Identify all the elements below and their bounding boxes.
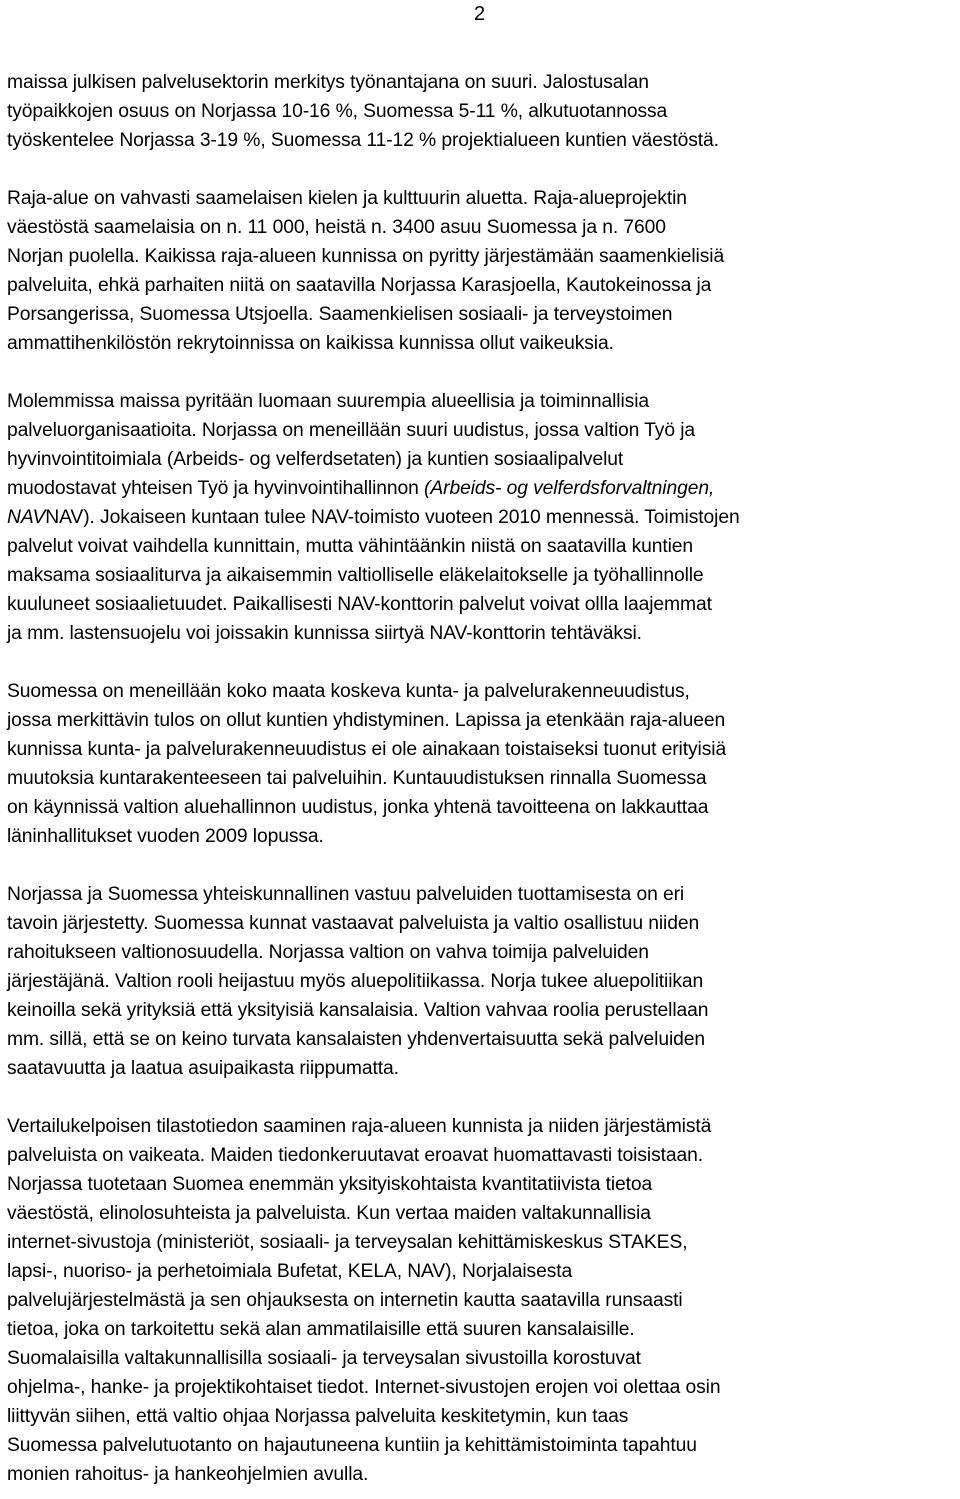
text-line: saatavuutta ja laatua asuipaikasta riippumatta. xyxy=(7,1058,399,1079)
text-line: muutoksia kuntarakenteeseen tai palveluihin. Kuntauudistuksen rinnalla Suomessa xyxy=(7,768,707,789)
text-line: tietoa, joka on tarkoitettu sekä alan ammatilaisille että suuren kansalaisille. xyxy=(7,1319,635,1340)
text-line: järjestäjänä. Valtion rooli heijastuu myös aluepolitiikassa. Norja tukee aluepolitiikan xyxy=(7,971,704,992)
text-line: palveluista on vaikeata. Maiden tiedonkeruutavat eroavat huomattavasti toisistaan. xyxy=(7,1145,703,1166)
document-body xyxy=(7,68,957,1489)
text-line: Suomalaisilla valtakunnallisilla sosiaali- ja terveysalan sivustoilla korostuvat xyxy=(7,1348,641,1369)
text-line: maksama sosiaaliturva ja aikaisemmin valtiolliselle eläkelaitokselle ja työhallinnolle xyxy=(7,565,704,586)
text-line: Porsangerissa, Suomessa Utsjoella. Saamenkielisen sosiaali- ja terveystoimen xyxy=(7,304,673,325)
text-line: ammattihenkilöstön rekrytoinnissa on kaikissa kunnissa ollut vaikeuksia. xyxy=(7,333,614,354)
text-line: ohjelma-, hanke- ja projektikohtaiset tiedot. Internet-sivustojen erojen voi olettaa osin xyxy=(7,1377,721,1398)
text-line: väestöstä saamelaisia on n. 11 000, heistä n. 3400 asuu Suomessa ja n. 7600 xyxy=(7,217,666,238)
paragraph-responsibility xyxy=(7,880,957,1083)
text-line: mm. sillä, että se on keino turvata kansalaisten yhdenvertaisuutta sekä palveluiden xyxy=(7,1029,706,1050)
text-line: jossa merkittävin tulos on ollut kuntien yhdistyminen. Lapissa ja etenkään raja-alueen xyxy=(7,710,726,731)
text-line: työpaikkojen osuus on Norjassa 10-16 %, Suomessa 5-11 %, alkutuotannossa xyxy=(7,101,668,122)
text-line: tavoin järjestetty. Suomessa kunnat vastaavat palveluista ja valtio osallistuu niiden xyxy=(7,913,700,934)
text-line: Suomessa on meneillään koko maata koskeva kunta- ja palvelurakenneuudistus, xyxy=(7,681,690,702)
text-line: keinoilla sekä yrityksiä että yksityisiä kansalaisia. Valtion vahvaa roolia perustellaan xyxy=(7,1000,709,1021)
text-line: rahoitukseen valtionosuudella. Norjassa valtion on vahva toimija palveluiden xyxy=(7,942,649,963)
text-line: Norjassa tuotetaan Suomea enemmän yksityiskohtaista kvantitatiivista tietoa xyxy=(7,1174,653,1195)
text-line: Vertailukelpoisen tilastotiedon saaminen raja-alueen kunnista ja niiden järjestämistä xyxy=(7,1116,712,1137)
text-line: Suomessa palvelutuotanto on hajautuneena kuntiin ja kehittämistoiminta tapahtuu xyxy=(7,1435,697,1456)
text-segment: muodostavat yhteisen Työ ja hyvinvointihallinnon xyxy=(7,478,425,499)
paragraph-statistics xyxy=(7,1112,957,1489)
text-line: hyvinvointitoimiala (Arbeids- og velferdsetaten) ja kuntien sosiaalipalvelut xyxy=(7,449,624,470)
text-line: maissa julkisen palvelusektorin merkitys työnantajana on suuri. Jalostusalan xyxy=(7,72,649,93)
text-line: Raja-alue on vahvasti saamelaisen kielen ja kulttuurin aluetta. Raja-alueprojektin xyxy=(7,188,687,209)
text-line: väestöstä, elinolosuhteista ja palveluista. Kun vertaa maiden valtakunnallisia xyxy=(7,1203,651,1224)
text-line: työskentelee Norjassa 3-19 %, Suomessa 11-12 % projektialueen kuntien väestöstä. xyxy=(7,130,719,151)
text-line: läninhallitukset vuoden 2009 lopussa. xyxy=(7,826,324,847)
page-number: 2 xyxy=(474,3,486,25)
text-line: palvelut voivat vaihdella kunnittain, mutta vähintäänkin niistä on saatavilla kuntien xyxy=(7,536,694,557)
text-line: liittyvän siihen, että valtio ohjaa Norjassa palveluita keskitetymin, kun taas xyxy=(7,1406,629,1427)
paragraph-finland-reform xyxy=(7,677,957,851)
text-line: Norjan puolella. Kaikissa raja-alueen kunnissa on pyritty järjestämään saamenkielisiä xyxy=(7,246,725,267)
text-line: kunnissa kunta- ja palvelurakenneuudistus ei ole ainakaan toistaiseksi tuonut erityisiä xyxy=(7,739,727,760)
italic-segment: (Arbeids- og velferdsforvaltningen, xyxy=(424,478,715,499)
text-line: internet-sivustoja (ministeriöt, sosiaali- ja terveysalan kehittämiskeskus STAKES, xyxy=(7,1232,688,1253)
text-segment: NAV). Jokaiseen kuntaan tulee NAV-toimisto vuoteen 2010 mennessä. Toimistojen xyxy=(45,507,740,528)
text-line: kuuluneet sosiaalietuudet. Paikallisesti NAV-konttorin palvelut voivat ollla laajemmat xyxy=(7,594,712,615)
text-line-with-italic xyxy=(7,474,957,503)
text-line-with-italic xyxy=(7,503,957,532)
italic-segment: NAV xyxy=(7,507,46,528)
text-line: palveluorganisaatioita. Norjassa on meneillään suuri uudistus, jossa valtion Työ ja xyxy=(7,420,696,441)
text-line: Norjassa ja Suomessa yhteiskunnallinen vastuu palveluiden tuottamisesta on eri xyxy=(7,884,685,905)
text-line: ja mm. lastensuojelu voi joissakin kunnissa siirtyä NAV-konttorin tehtäväksi. xyxy=(7,623,642,644)
text-line: on käynnissä valtion aluehallinnon uudistus, jonka yhtenä tavoitteena on lakkauttaa xyxy=(7,797,709,818)
paragraph-public-sector xyxy=(7,68,957,155)
text-line: palveluita, ehkä parhaiten niitä on saatavilla Norjassa Karasjoella, Kautokeinossa ja xyxy=(7,275,712,296)
paragraph-nav-reform xyxy=(7,387,957,648)
text-line: monien rahoitus- ja hankeohjelmien avulla. xyxy=(7,1464,369,1485)
text-line: Molemmissa maissa pyritään luomaan suurempia alueellisia ja toiminnallisia xyxy=(7,391,650,412)
text-line: palvelujärjestelmästä ja sen ohjauksesta on internetin kautta saatavilla runsaasti xyxy=(7,1290,683,1311)
text-line: lapsi-, nuoriso- ja perhetoimiala Bufetat, KELA, NAV), Norjalaisesta xyxy=(7,1261,573,1282)
paragraph-sami-region xyxy=(7,184,957,358)
